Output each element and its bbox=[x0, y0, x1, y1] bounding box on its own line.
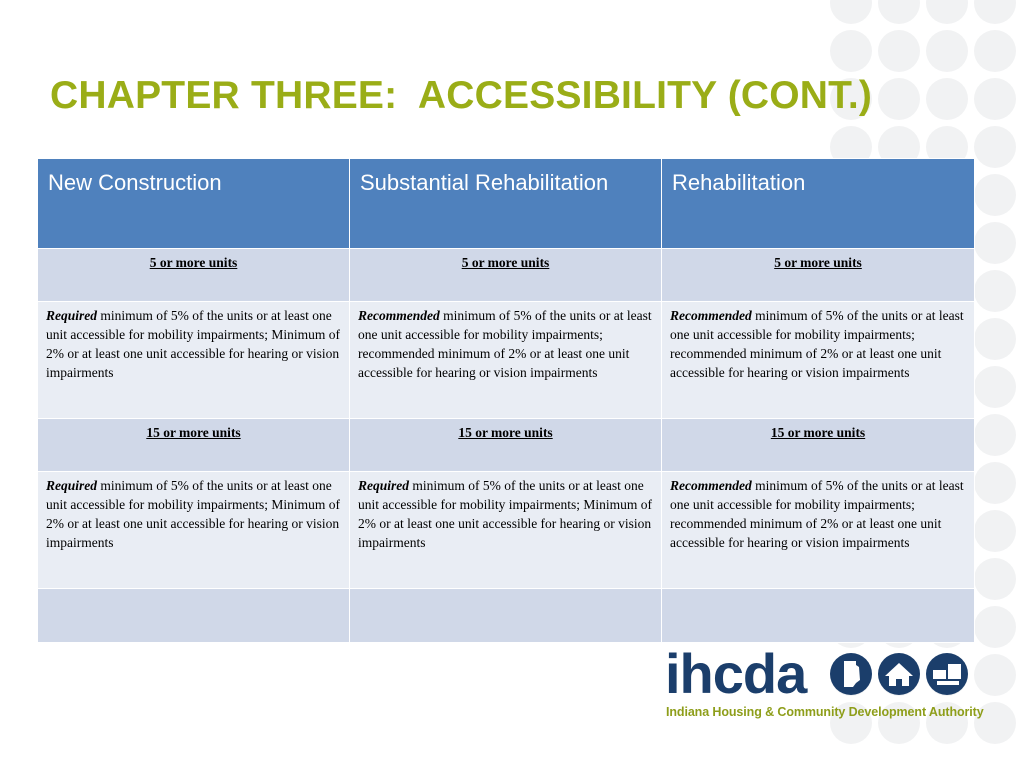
requirement-level: Recommended bbox=[670, 308, 752, 323]
table-row bbox=[38, 302, 975, 419]
requirement-text: minimum of 5% of the units or at least one unit accessible for mobility impairments; recommended minimum of 2% or at least one unit accessible for hearing or vision impairments bbox=[358, 308, 652, 380]
decorative-circle bbox=[974, 174, 1016, 216]
decorative-circle bbox=[974, 654, 1016, 696]
logo-wordmark: ihcda bbox=[665, 642, 807, 705]
decorative-circle bbox=[974, 606, 1016, 648]
decorative-circle bbox=[974, 414, 1016, 456]
decorative-circle bbox=[974, 126, 1016, 168]
decorative-circle bbox=[974, 510, 1016, 552]
column-header-new-construction: New Construction bbox=[38, 159, 350, 249]
decorative-circle bbox=[974, 0, 1016, 24]
decorative-circle bbox=[926, 78, 968, 120]
decorative-circle bbox=[974, 222, 1016, 264]
slide-title: CHAPTER THREE: ACCESSIBILITY (CONT.) bbox=[50, 74, 873, 117]
requirement-text: minimum of 5% of the units or at least one unit accessible for mobility impairments; Minimum of 2% or at least one unit accessible for hearing or vision impairments bbox=[46, 308, 340, 380]
requirement-cell bbox=[662, 302, 975, 419]
decorative-circle bbox=[878, 30, 920, 72]
requirement-cell bbox=[38, 302, 350, 419]
requirement-cell bbox=[662, 472, 975, 589]
ihcda-logo bbox=[665, 642, 984, 724]
decorative-circle bbox=[974, 462, 1016, 504]
house-icon bbox=[878, 653, 920, 695]
decorative-circle bbox=[974, 366, 1016, 408]
requirement-level: Recommended bbox=[358, 308, 440, 323]
unit-threshold-cell: 5 or more units bbox=[38, 249, 350, 302]
table-row bbox=[38, 249, 975, 302]
unit-threshold-cell: 15 or more units bbox=[662, 419, 975, 472]
decorative-circle bbox=[830, 30, 872, 72]
accessibility-table bbox=[37, 158, 975, 643]
column-header-substantial-rehabilitation: Substantial Rehabilitation bbox=[350, 159, 662, 249]
logo-tagline: Indiana Housing & Community Development Authority bbox=[666, 705, 984, 719]
unit-threshold-cell: 15 or more units bbox=[350, 419, 662, 472]
column-header-rehabilitation: Rehabilitation bbox=[662, 159, 975, 249]
decorative-circle bbox=[974, 270, 1016, 312]
logo-icons bbox=[829, 650, 973, 698]
decorative-circle bbox=[974, 558, 1016, 600]
decorative-circle bbox=[926, 0, 968, 24]
decorative-circle bbox=[878, 0, 920, 24]
requirement-cell bbox=[350, 472, 662, 589]
requirement-cell bbox=[38, 472, 350, 589]
requirement-level: Required bbox=[358, 478, 410, 493]
decorative-circle bbox=[830, 0, 872, 24]
decorative-circle bbox=[926, 30, 968, 72]
unit-threshold-cell: 5 or more units bbox=[350, 249, 662, 302]
unit-threshold-cell: 15 or more units bbox=[38, 419, 350, 472]
table-row bbox=[38, 419, 975, 472]
empty-cell bbox=[350, 589, 662, 643]
community-icon bbox=[926, 653, 968, 695]
requirement-level: Required bbox=[46, 308, 98, 323]
indiana-state-icon bbox=[830, 653, 872, 695]
requirement-cell bbox=[350, 302, 662, 419]
requirement-level: Required bbox=[46, 478, 98, 493]
requirement-text: minimum of 5% of the units or at least one unit accessible for mobility impairments; recommended minimum of 2% or at least one unit accessible for hearing or vision impairments bbox=[670, 308, 964, 380]
empty-cell bbox=[38, 589, 350, 643]
empty-cell bbox=[662, 589, 975, 643]
decorative-circle bbox=[878, 78, 920, 120]
decorative-circle bbox=[974, 30, 1016, 72]
requirement-text: minimum of 5% of the units or at least one unit accessible for mobility impairments; Minimum of 2% or at least one unit accessible for hearing or vision impairments bbox=[358, 478, 652, 550]
requirement-level: Recommended bbox=[670, 478, 752, 493]
table-row bbox=[38, 589, 975, 643]
table-row bbox=[38, 472, 975, 589]
requirement-text: minimum of 5% of the units or at least one unit accessible for mobility impairments; recommended minimum of 2% or at least one unit accessible for hearing or vision impairments bbox=[670, 478, 964, 550]
decorative-circle bbox=[974, 318, 1016, 360]
requirement-text: minimum of 5% of the units or at least one unit accessible for mobility impairments; Minimum of 2% or at least one unit accessible for hearing or vision impairments bbox=[46, 478, 340, 550]
decorative-circle bbox=[974, 78, 1016, 120]
unit-threshold-cell: 5 or more units bbox=[662, 249, 975, 302]
